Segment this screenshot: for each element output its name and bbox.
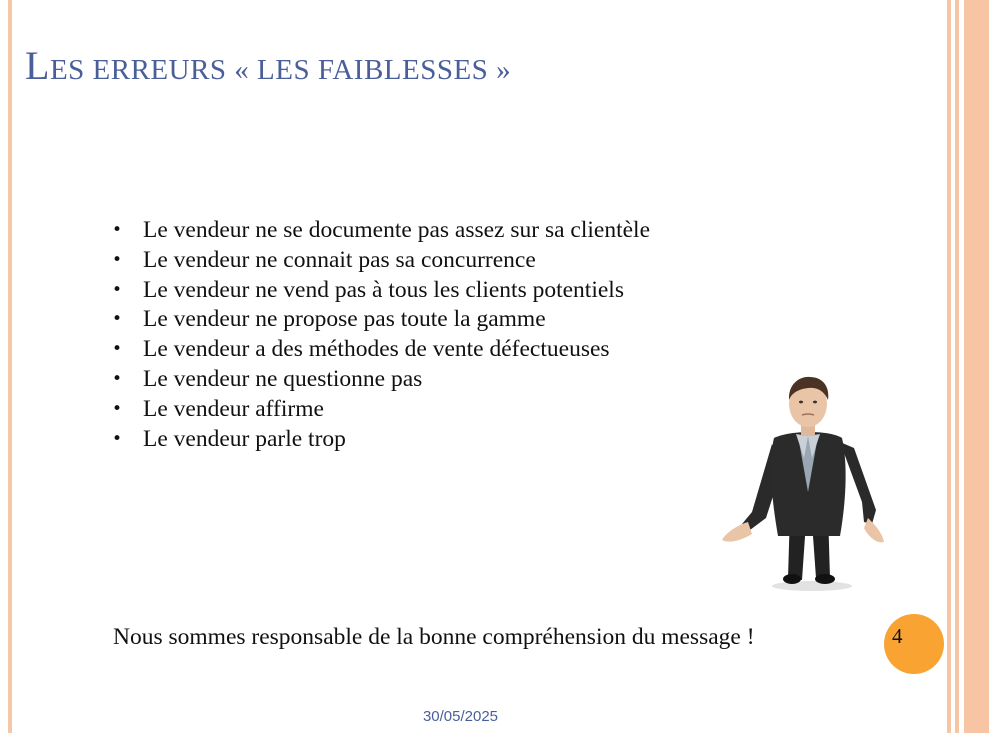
bullet-item: • Le vendeur ne se documente pas assez sur sa clientèle [112,216,650,246]
conclusion-text: Nous sommes responsable de la bonne compréhension du message ! [113,624,755,650]
bullet-item: • Le vendeur a des méthodes de vente défectueuses [112,335,650,365]
slide-title [25,42,511,89]
shrugging-man-image [712,372,890,594]
bullet-item: • Le vendeur ne propose pas toute la gamme [112,305,650,335]
bullet-item: • Le vendeur parle trop [112,425,650,455]
page-number: 4 [892,624,903,648]
bullet-list [112,216,650,454]
slide-date: 30/05/2025 [422,708,499,725]
left-decorative-rule [8,0,12,733]
bullet-item: • Le vendeur affirme [112,395,650,425]
title-initial: L [25,43,50,88]
bullet-item: • Le vendeur ne connait pas sa concurrence [112,246,650,276]
bullet-item: • Le vendeur ne questionne pas [112,365,650,395]
bullet-item: • Le vendeur ne vend pas à tous les clients potentiels [112,276,650,306]
right-decorative-border [947,0,989,733]
title-rest: ES ERREURS « LES FAIBLESSES » [49,54,512,86]
